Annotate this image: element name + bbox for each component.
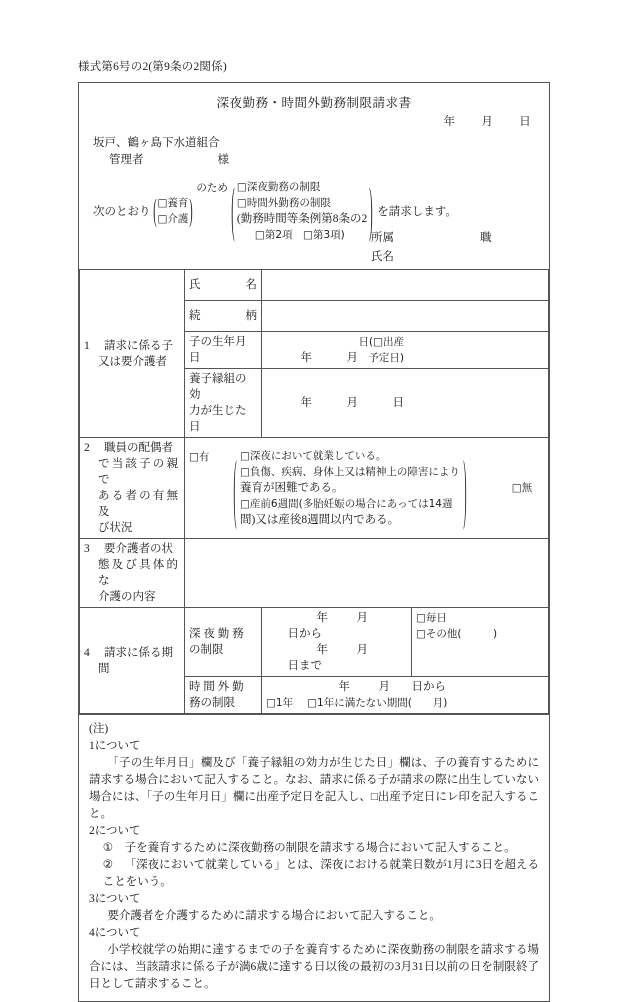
date-month-label: 月 [481,116,494,128]
row4-overtime-label [185,677,262,714]
table-row [80,539,549,608]
spouse-condition-group [233,443,467,533]
notes-item-marker-1: ① [102,842,114,854]
checkbox-reason-childcare[interactable]: □養育 [157,197,189,209]
checkbox-condition-maternity[interactable]: □産前6週間(多胎妊娠の場合にあっては14週 [240,498,453,510]
notes-item-text-2: 「深夜において就業している」とは、深夜における就業日数が1月に3日を超えることをいう。 [102,859,539,888]
notes-section-1-title: 1について [89,740,141,752]
overtime-label-line2: 務の制限 [189,697,235,709]
overtime-from-day: 日から [411,681,446,693]
position-label: 職 [480,232,492,244]
checkbox-duration-one-year[interactable]: □1年 [266,697,294,709]
notes-section-3-paragraph: 要介護者を介護するために請求する場合において記入すること。 [107,910,441,922]
checkbox-spouse-present[interactable]: □有 [189,451,210,463]
row3-label-line1: 要介護者の状 [104,543,173,555]
reason-option-group [152,191,194,228]
birthdate-month-label: 月 [346,352,358,364]
night-to-month: 月 [356,644,368,656]
applicant-signature-block [371,229,492,267]
row4-night-body [262,608,549,677]
row2-label-line3: ある者の有無及 [98,490,178,518]
addressee-block [93,135,229,169]
night-from-day: 日から [287,628,322,640]
checkbox-condition-night-work[interactable]: □深夜において就業している。 [240,450,387,462]
affiliation-label: 所属 [371,232,394,244]
row2-label-line1: 職員の配偶者 [104,442,173,454]
row1-label-line1: 請求に係る子 [104,339,173,352]
request-lead-text: 次のとおり [93,206,151,218]
night-from-line [266,610,407,642]
checkbox-frequency-everyday[interactable]: □毎日 [416,612,447,624]
notes-section-2-item-1 [89,840,539,857]
row2-body-cell [185,438,549,539]
reason-brace-left: ( [152,191,157,228]
row1-number: 1 [84,339,90,352]
notes-heading: (注) [89,723,109,735]
addressee-officer: 管理者 [109,154,144,166]
adoption-day-label: 日 [392,397,404,409]
row1-field-birthdate-label: 子の生年月日 [185,332,262,369]
row1-field-adoption-label [185,369,262,438]
request-connector-text: のため [196,183,228,194]
adoption-label-line2: 力が生じた日 [189,405,247,433]
row1-field-name-value[interactable] [262,270,549,301]
row3-label-cell [80,539,185,608]
row1-field-birthdate-value[interactable] [262,332,549,369]
signature-name-label: 氏名 [371,251,394,263]
ordinance-reference: (勤務時間等条例第8条の2 [236,213,368,225]
table-row [80,608,549,677]
row4-label-cell [80,608,185,714]
overtime-duration-options [266,695,544,711]
date-year-label: 年 [443,116,456,128]
row1-field-relation-value[interactable] [262,301,549,332]
limit-brace-right: ) [369,173,373,244]
row3-number: 3 [84,543,90,555]
checkbox-duration-less-than-year[interactable]: □1年に満たない期間( 月) [307,697,448,709]
row1-field-adoption-value[interactable] [262,369,549,438]
night-label-line2: の制限 [189,644,224,656]
checkbox-spouse-absent[interactable]: □無 [511,482,533,494]
row2-label-line4: び状況 [98,522,133,534]
notes-section-2-item-2 [89,857,539,891]
night-to-year: 年 [316,644,328,656]
night-to-line [266,642,407,674]
row4-night-label [185,608,262,677]
date-day-label: 日 [519,116,531,128]
condition-brace-right: ) [463,443,467,533]
notes-section [79,714,549,1001]
notes-section-3-title: 3について [89,893,141,905]
overtime-from-month: 月 [378,681,390,693]
row1-field-relation-label: 続 柄 [185,301,262,332]
signature-affiliation-line [371,229,492,248]
notes-item-marker-2: ② [102,859,114,871]
row4-overtime-body[interactable] [262,677,549,714]
form-frame [78,82,550,1002]
form-number: 様式第6号の2(第9条の2関係) [78,61,227,73]
row1-label-line2: 又は要介護者 [98,355,167,368]
overtime-from-year: 年 [338,681,350,693]
row1-field-name-label: 氏 名 [185,270,262,301]
condition-brace-left: ( [233,443,237,533]
addressee-honorific: 様 [217,154,229,166]
overtime-from-line [266,679,446,695]
birthdate-year-label: 年 [300,352,312,364]
row2-number: 2 [84,442,90,454]
overtime-label-line1: 時 間 外 勤 [189,681,244,693]
reason-brace-right: ) [189,191,194,228]
night-from-month: 月 [356,612,368,624]
night-label-line1: 深 夜 勤 務 [189,628,244,640]
notes-section-4-title: 4について [89,927,141,939]
checkbox-clause-selection[interactable]: □第2項 □第3項) [254,229,345,241]
notes-section-2-title: 2について [89,825,141,837]
row3-label-line3: 介護の内容 [98,591,156,603]
request-tail-text: を請求します。 [377,206,457,218]
submission-date-line [444,113,531,129]
addressee-officer-line [93,152,229,169]
adoption-year-label: 年 [300,397,312,409]
condition-injury-cont: 養育が困難である。 [240,482,344,494]
checkbox-overtime-limit[interactable]: □時間外勤務の制限 [236,197,331,209]
row4-label-line2: 間 [98,662,110,675]
condition-maternity-cont: 間)又は産後8週間以内である。 [240,514,400,526]
night-to-day: 日まで [287,660,322,672]
limit-brace-left: ( [231,173,235,244]
checkbox-night-duty-limit[interactable]: □深夜勤務の制限 [236,181,321,193]
notes-section-1-paragraph: 「子の生年月日」欄及び「養子縁組の効力が生じた日」欄は、子の養育するために請求する場合において記入すること。なお、請求に係る子が請求の際に出生していない場合には、「子の生年月日」欄に出産予定日を記入し、□出産予定日にレ印を記入すること。 [89,757,539,820]
table-row [80,270,549,301]
form-header [79,83,549,269]
row2-label-line2: で当該子の親で [98,458,178,486]
row4-number: 4 [84,646,90,659]
row3-value-cell[interactable] [185,539,549,608]
adoption-month-label: 月 [346,397,358,409]
checkbox-condition-injury[interactable]: □負傷、疾病、身体上又は精神上の障害により [240,466,460,478]
form-table [79,269,549,714]
row1-label-cell [80,270,185,438]
night-frequency-options [411,608,548,676]
row2-label-cell [80,438,185,539]
document-title: 深夜勤務・時間外勤務制限請求書 [216,96,412,110]
night-from-year: 年 [316,612,328,624]
night-period-fields[interactable] [262,608,411,676]
adoption-label-line1: 養子縁組の効 [189,373,247,401]
birthdate-day-label: 日(□出産予定日) [358,336,404,364]
checkbox-reason-nursingcare[interactable]: □介護 [157,213,189,225]
addressee-organization: 坂戸、鶴ヶ島下水道組合 [93,137,220,149]
notes-section-4-paragraph: 小学校就学の始期に達するまでの子を養育するために深夜勤務の制限を請求する場合には、当該請求に係る子が満6歳に達する日以後の最初の3月31日以前の日を制限終了日として請求すること。 [89,944,539,990]
checkbox-frequency-other[interactable]: □その他( ) [416,628,498,640]
table-row [80,438,549,539]
limit-option-group [231,173,373,244]
notes-item-text-1: 子を養育するために深夜勤務の制限を請求する場合において記入すること。 [124,842,516,854]
row4-label-line1: 請求に係る期 [104,646,173,659]
row3-label-line2: 態及び具体的な [98,559,178,587]
